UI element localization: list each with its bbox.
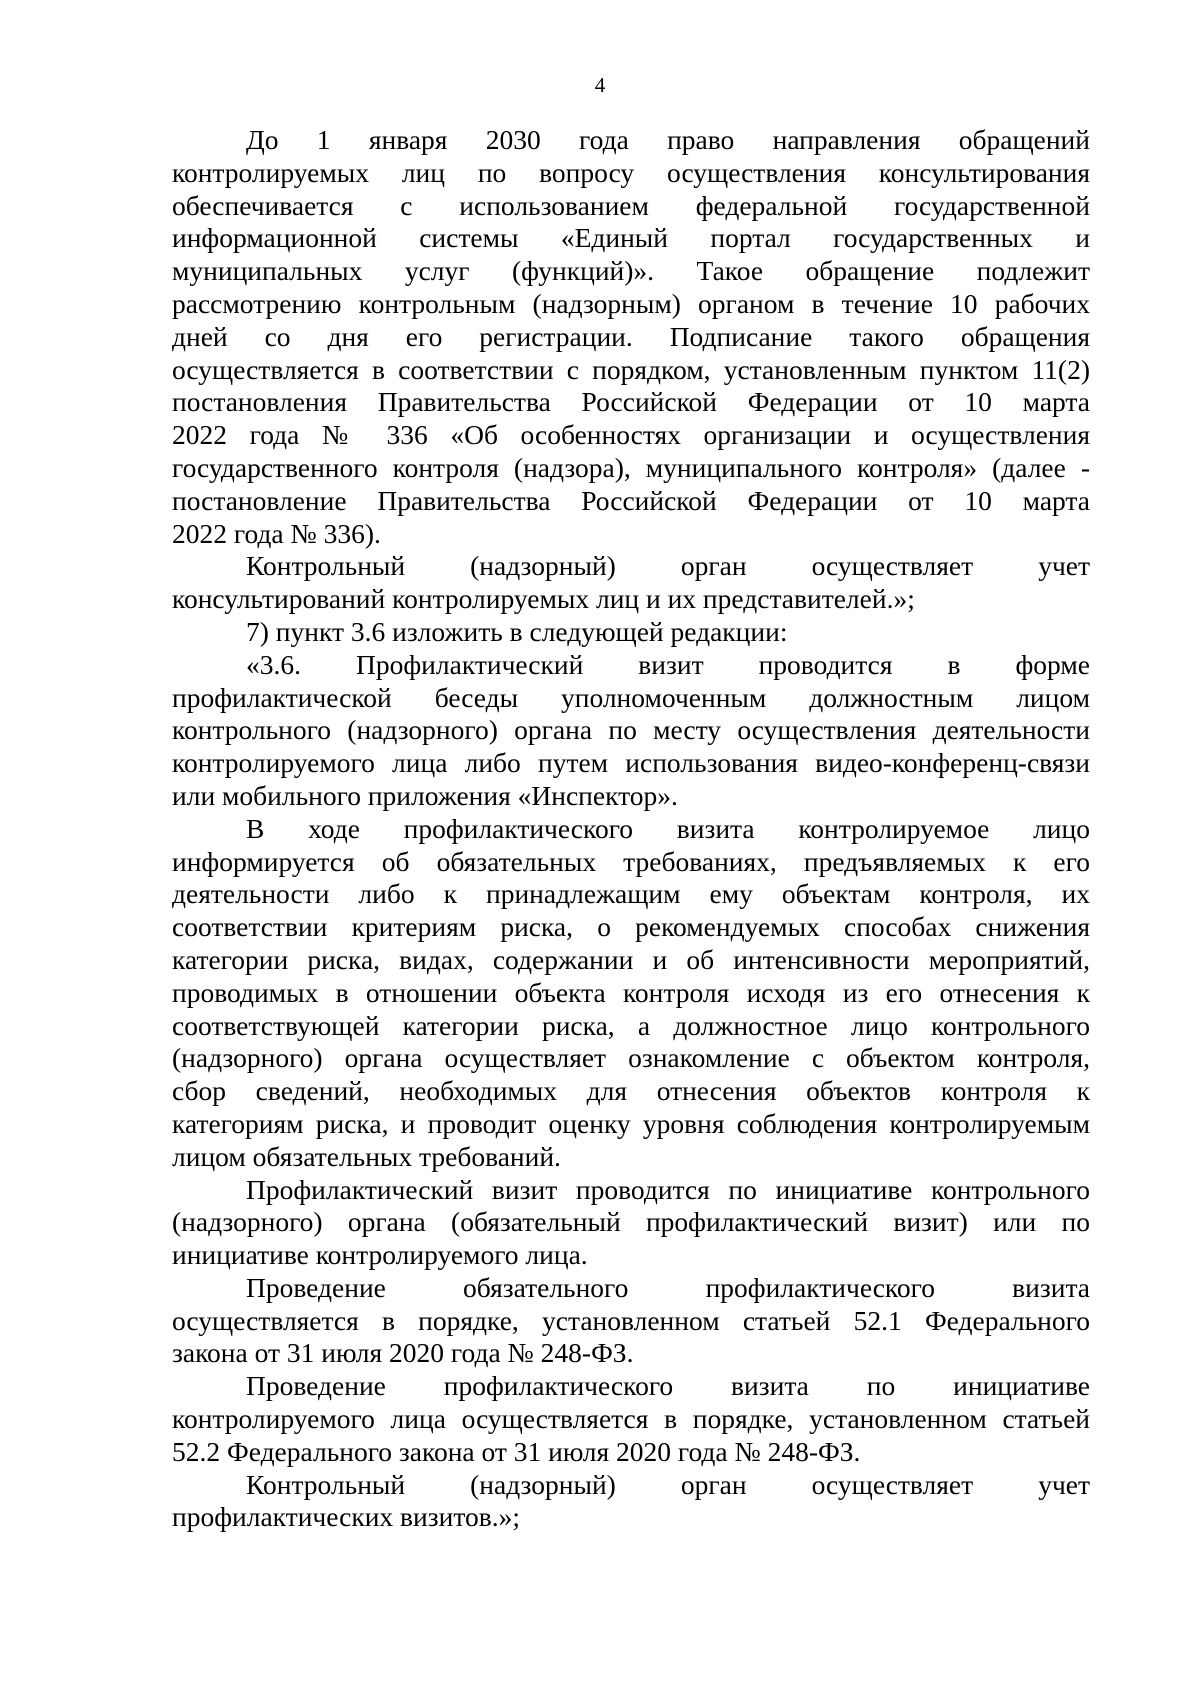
text-line: дней со дня его регистрации. Подписание такого обращения xyxy=(172,320,1090,352)
text-line: информационной системы «Единый портал государственных и xyxy=(172,222,1090,254)
text-line: сбор сведений, необходимых для отнесения объектов контроля к xyxy=(172,1075,1090,1107)
text-line: постановления Правительства Российской Федерации от 10 марта xyxy=(172,386,1090,418)
text-line: (надзорного) органа осуществляет ознакомление с объектом контроля, xyxy=(172,1042,1090,1074)
text-line: или мобильного приложения «Инспектор». xyxy=(172,779,678,811)
text-line: «3.6. Профилактический визит проводится в форме xyxy=(246,648,1090,680)
text-line: Контрольный (надзорный) орган осуществляет учет xyxy=(246,1468,1090,1500)
text-line: 2022 года № 336). xyxy=(172,517,381,549)
text-line: контрольного (надзорного) органа по месту осуществления деятельности xyxy=(172,714,1090,746)
text-line: соответствии критериям риска, о рекомендуемых способах снижения xyxy=(172,911,1090,943)
text-line: постановление Правительства Российской Федерации от 10 марта xyxy=(172,484,1090,516)
paragraph-consultation-appeals xyxy=(172,124,1090,550)
text-line: закона от 31 июля 2020 года № 248-ФЗ. xyxy=(172,1337,634,1369)
text-line: Профилактический визит проводится по инициативе контрольного xyxy=(246,1173,1090,1205)
paragraph-mandatory-visit xyxy=(172,1272,1090,1370)
text-line: осуществляется в соответствии с порядком, установленным пунктом 11(2) xyxy=(172,353,1090,385)
text-line: контролируемого лица осуществляется в порядке, установленном статьей xyxy=(172,1403,1090,1435)
text-line: консультирований контролируемых лиц и их представителей.»; xyxy=(172,583,915,615)
text-line: муниципальных услуг (функций)». Такое обращение подлежит xyxy=(172,255,1090,287)
text-line: 2022 года № 336 «Об особенностях организации и осуществления xyxy=(172,419,1090,451)
text-line: 52.2 Федерального закона от 31 июля 2020 года № 248-ФЗ. xyxy=(172,1435,861,1467)
text-line: информируется об обязательных требованиях, предъявляемых к его xyxy=(172,845,1090,877)
text-line: В ходе профилактического визита контролируемое лицо xyxy=(246,812,1090,844)
paragraph-clause-3-6 xyxy=(172,649,1090,813)
text-line: контролируемого лица либо путем использования видео-конференц-связи xyxy=(172,747,1090,779)
paragraph-requested-visit xyxy=(172,1370,1090,1468)
text-line: проводимых в отношении объекта контроля исходя из его отнесения к xyxy=(172,976,1090,1008)
paragraph-consultation-records xyxy=(172,550,1090,616)
text-line: Контрольный (надзорный) орган осуществляет учет xyxy=(246,550,1090,582)
text-line: инициативе контролируемого лица. xyxy=(172,1239,588,1271)
text-line: контролируемых лиц по вопросу осуществления консультирования xyxy=(172,156,1090,188)
text-line: Проведение обязательного профилактического визита xyxy=(246,1271,1090,1303)
text-line: (надзорного) органа (обязательный профилактический визит) или по xyxy=(172,1206,1090,1238)
text-line: государственного контроля (надзора), муниципального контроля» (далее - xyxy=(172,451,1090,483)
text-line: деятельности либо к принадлежащим ему объектам контроля, их xyxy=(172,878,1090,910)
text-line: До 1 января 2030 года право направления обращений xyxy=(246,124,1090,155)
text-line: профилактической беседы уполномоченным должностным лицом xyxy=(172,681,1090,713)
paragraph-visit-initiative xyxy=(172,1174,1090,1272)
text-line: категории риска, видах, содержании и об интенсивности мероприятий, xyxy=(172,943,1090,975)
document-body xyxy=(172,124,1090,1534)
page-number: 4 xyxy=(594,73,606,97)
paragraph-visit-records xyxy=(172,1469,1090,1535)
text-line: профилактических визитов.»; xyxy=(172,1501,520,1533)
text-line: обеспечивается с использованием федеральной государственной xyxy=(172,189,1090,221)
text-line: осуществляется в порядке, установленном статьей 52.1 Федерального xyxy=(172,1304,1090,1336)
text-line: Проведение профилактического визита по инициативе xyxy=(246,1370,1090,1402)
paragraph-item-7 xyxy=(172,616,1090,649)
paragraph-visit-content xyxy=(172,813,1090,1174)
text-line: категориям риска, и проводит оценку уровня соблюдения контролируемым xyxy=(172,1107,1090,1139)
text-line: соответствующей категории риска, а должностное лицо контрольного xyxy=(172,1009,1090,1041)
text-line: 7) пункт 3.6 изложить в следующей редакции: xyxy=(246,615,788,647)
text-line: рассмотрению контрольным (надзорным) органом в течение 10 рабочих xyxy=(172,287,1090,319)
text-line: лицом обязательных требований. xyxy=(172,1140,561,1172)
